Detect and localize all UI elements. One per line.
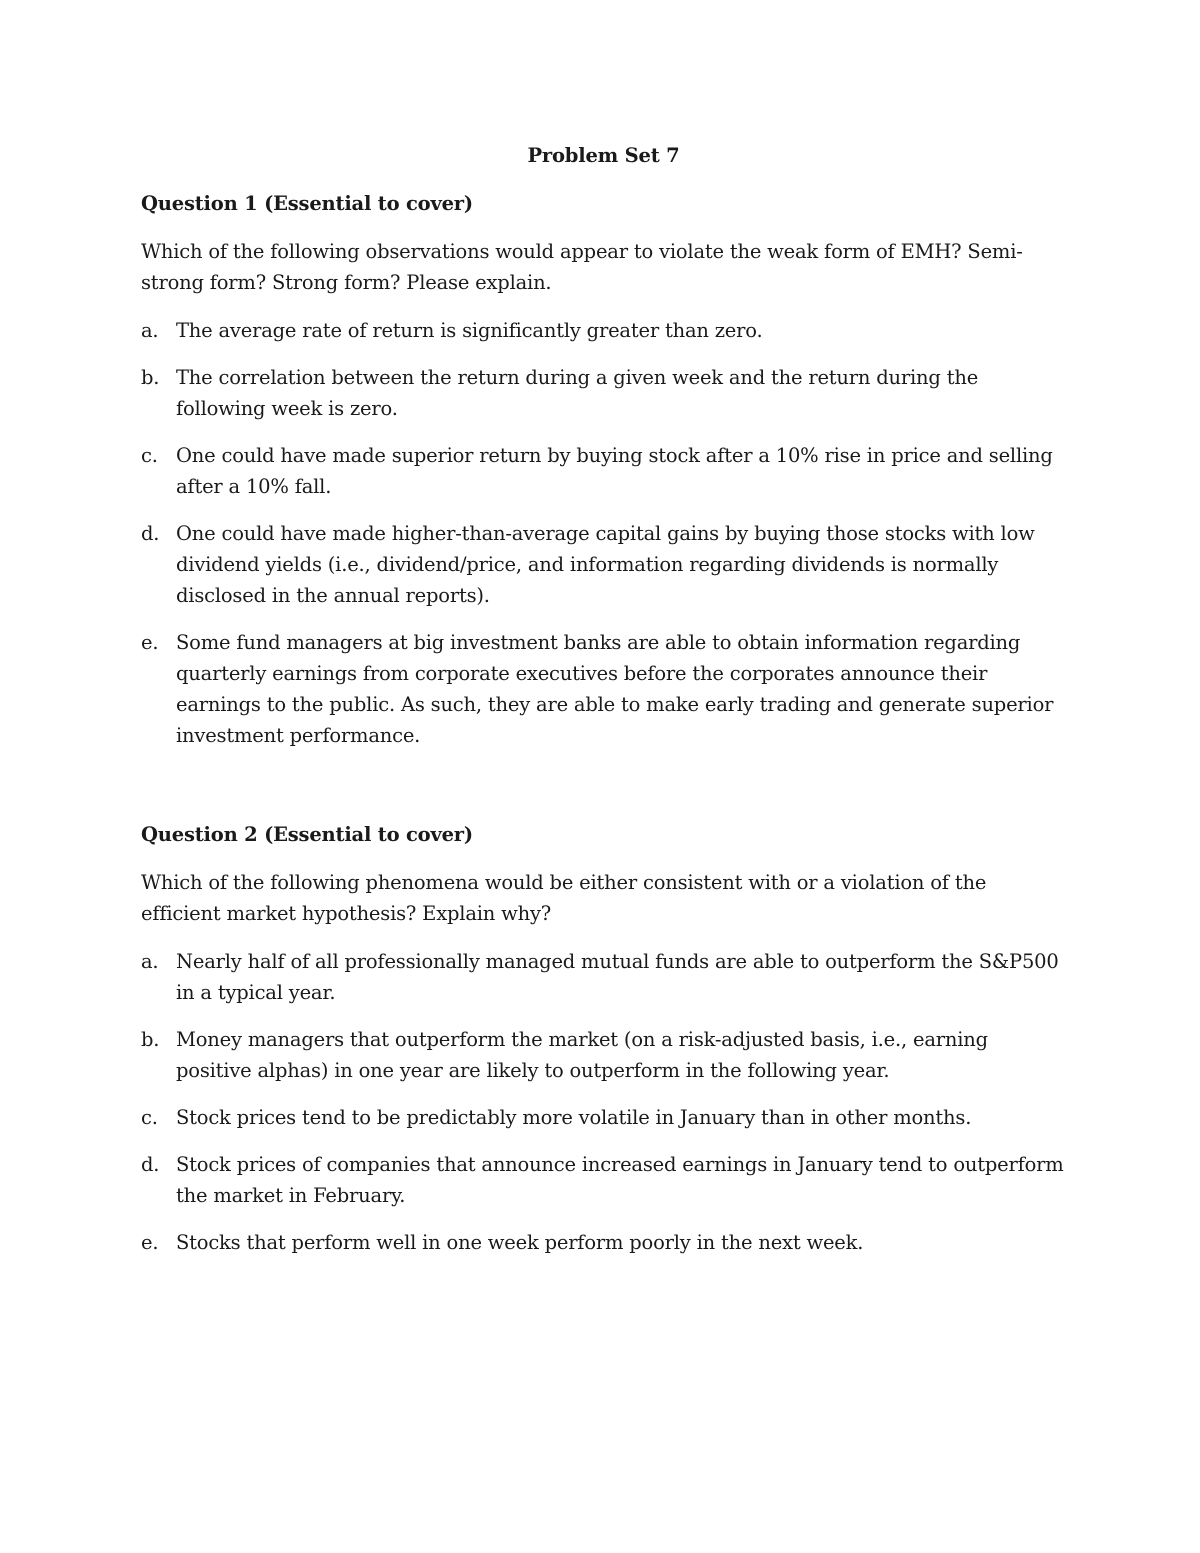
question-intro: Which of the following phenomena would be either consistent with or a violation of the efficient market hypothesis? Explain why? [141, 871, 987, 925]
list-item [141, 362, 1066, 424]
question-heading: Question 2 (Essential to cover) [141, 823, 473, 846]
item-text: Stocks that perform well in one week perform poorly in the next week. [176, 1231, 864, 1254]
item-letter: c. [141, 1106, 158, 1129]
list-item [141, 1227, 1066, 1258]
question-items [141, 315, 1066, 751]
item-letter: a. [141, 319, 159, 342]
item-text: The average rate of return is significantly greater than zero. [176, 319, 763, 342]
item-text: Nearly half of all professionally managed mutual funds are able to outperform the S&P500 in a typical year. [176, 950, 1059, 1004]
item-letter: c. [141, 444, 158, 467]
list-item [141, 1024, 1066, 1086]
item-letter: b. [141, 1028, 160, 1051]
item-text: One could have made higher-than-average capital gains by buying those stocks with low dividend yields (i.e., dividend/price, and information regarding dividends is normally disclosed in the annual reports). [176, 522, 1035, 607]
list-item [141, 518, 1066, 611]
document-title: Problem Set 7 [527, 144, 680, 167]
document-body [141, 140, 1066, 1274]
item-letter: e. [141, 1231, 159, 1254]
list-item [141, 946, 1066, 1008]
item-text: One could have made superior return by buying stock after a 10% rise in price and selling after a 10% fall. [176, 444, 1053, 498]
list-item [141, 440, 1066, 502]
item-letter: b. [141, 366, 160, 389]
item-letter: d. [141, 522, 160, 545]
list-item [141, 627, 1066, 751]
item-text: Stock prices of companies that announce increased earnings in January tend to outperform the market in February. [176, 1153, 1064, 1207]
item-text: Some fund managers at big investment banks are able to obtain information regarding quarterly earnings from corporate executives before the corporates announce their earnings to the public. As such, they are able to make early trading and generate superior investment performance. [176, 631, 1054, 747]
question-heading: Question 1 (Essential to cover) [141, 192, 473, 215]
list-item [141, 1102, 1066, 1133]
item-letter: a. [141, 950, 159, 973]
section-spacer [141, 767, 1066, 819]
item-letter: d. [141, 1153, 160, 1176]
question-items [141, 946, 1066, 1258]
list-item [141, 315, 1066, 346]
question-intro: Which of the following observations would appear to violate the weak form of EMH? Semi-strong form? Strong form? Please explain. [141, 240, 1023, 294]
question-1 [141, 188, 1066, 751]
item-text: Money managers that outperform the market (on a risk-adjusted basis, i.e., earning positive alphas) in one year are likely to outperform in the following year. [176, 1028, 988, 1082]
question-2 [141, 819, 1066, 1258]
item-letter: e. [141, 631, 159, 654]
list-item [141, 1149, 1066, 1211]
item-text: Stock prices tend to be predictably more volatile in January than in other months. [176, 1106, 972, 1129]
item-text: The correlation between the return during a given week and the return during the following week is zero. [176, 366, 979, 420]
